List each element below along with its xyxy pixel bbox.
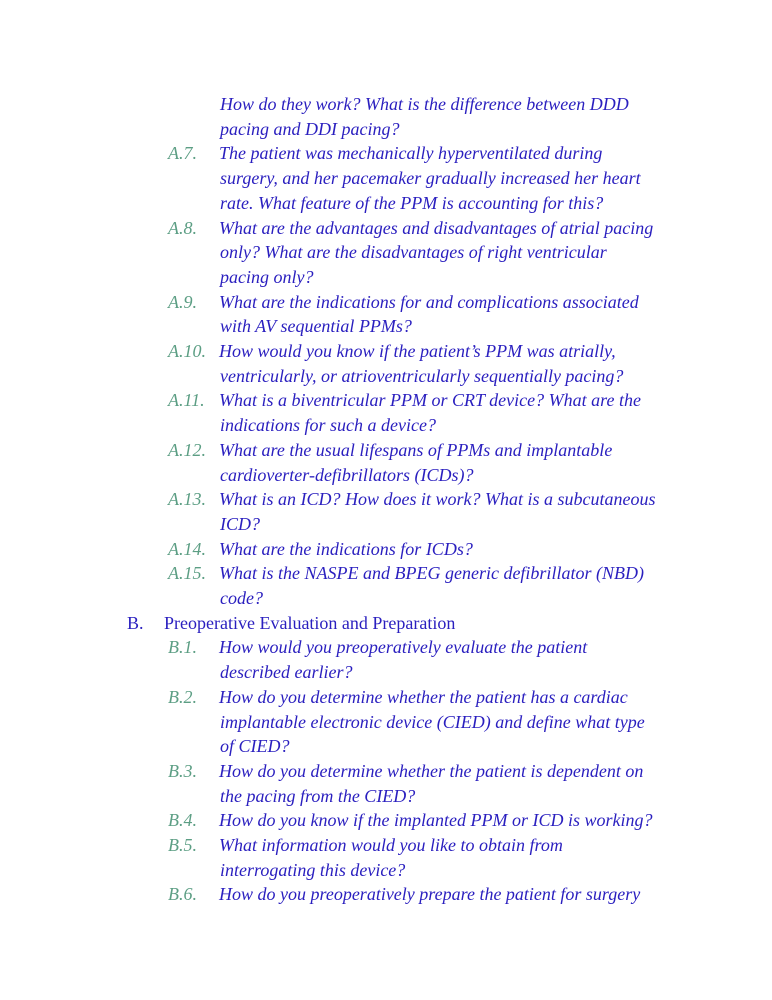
question-number: A.8. — [168, 217, 197, 238]
question-number: A.12. — [168, 439, 206, 460]
question-number: A.14. — [168, 538, 206, 559]
question-text-line: with AV sequential PPMs? — [220, 316, 412, 337]
question-text-line: What information would you like to obtain from — [219, 835, 563, 855]
section-title: Preoperative Evaluation and Preparation — [164, 612, 456, 633]
question-text-line: How would you know if the patient’s PPM was atrially, — [219, 341, 616, 361]
question-number: A.11. — [168, 390, 205, 411]
question-text-line: How do you determine whether the patient is dependent on — [219, 760, 644, 781]
question-text-line: What are the advantages and disadvantages of atrial pacing — [219, 217, 654, 238]
question-text-line: of CIED? — [220, 736, 290, 757]
question-number: B.2. — [168, 686, 197, 707]
question-number: B.4. — [168, 810, 197, 831]
question-text-line: What is a biventricular PPM or CRT device? What are the — [219, 390, 641, 411]
question-text-line: only? What are the disadvantages of right ventricular — [220, 242, 607, 263]
question-number: A.9. — [168, 291, 197, 312]
question-text-line: How do you know if the implanted PPM or ICD is working? — [219, 810, 653, 831]
question-text-line: implantable electronic device (CIED) and define what type — [220, 711, 645, 732]
question-text-line: What are the indications for ICDs? — [219, 538, 473, 559]
question-text-line: code? — [220, 588, 263, 608]
question-text-line: cardioverter-defibrillators (ICDs)? — [220, 464, 474, 485]
question-number: A.10. — [168, 341, 206, 361]
question-text-line: How do you preoperatively prepare the patient for surgery — [219, 884, 641, 905]
question-number: A.7. — [168, 143, 197, 164]
section-number: B. — [127, 612, 144, 633]
question-text-line: pacing only? — [220, 266, 314, 287]
question-number: B.5. — [168, 835, 197, 855]
question-text-line: The patient was mechanically hyperventilated during — [219, 143, 603, 164]
question-number: A.13. — [168, 489, 206, 510]
question-text-line: What is the NASPE and BPEG generic defibrillator (NBD) — [219, 563, 644, 584]
question-number: A.15. — [168, 563, 206, 584]
question-text-line: How would you preoperatively evaluate the patient — [219, 637, 588, 658]
question-text-line: What is an ICD? How does it work? What is a subcutaneous — [219, 489, 656, 510]
question-number: B.3. — [168, 760, 197, 781]
question-text-line: ICD? — [220, 513, 260, 534]
continuation-line-2: pacing and DDI pacing? — [220, 118, 400, 139]
question-text-line: ventricularly, or atrioventricularly sequentially pacing? — [220, 365, 624, 386]
continuation-line-1: How do they work? What is the difference between DDD — [220, 94, 629, 114]
question-number: B.1. — [168, 637, 197, 658]
question-text-line: What are the usual lifespans of PPMs and implantable — [219, 439, 613, 460]
question-number: B.6. — [168, 884, 197, 905]
question-text-line: described earlier? — [220, 662, 353, 683]
question-text-line: How do you determine whether the patient has a cardiac — [219, 686, 628, 707]
question-text-line: What are the indications for and complications associated — [219, 291, 639, 312]
question-text-line: rate. What feature of the PPM is accounting for this? — [220, 192, 604, 213]
question-text-line: interrogating this device? — [220, 859, 406, 880]
question-text-line: indications for such a device? — [220, 415, 436, 436]
question-text-line: the pacing from the CIED? — [220, 785, 416, 806]
question-text-line: surgery, and her pacemaker gradually increased her heart — [220, 168, 641, 189]
